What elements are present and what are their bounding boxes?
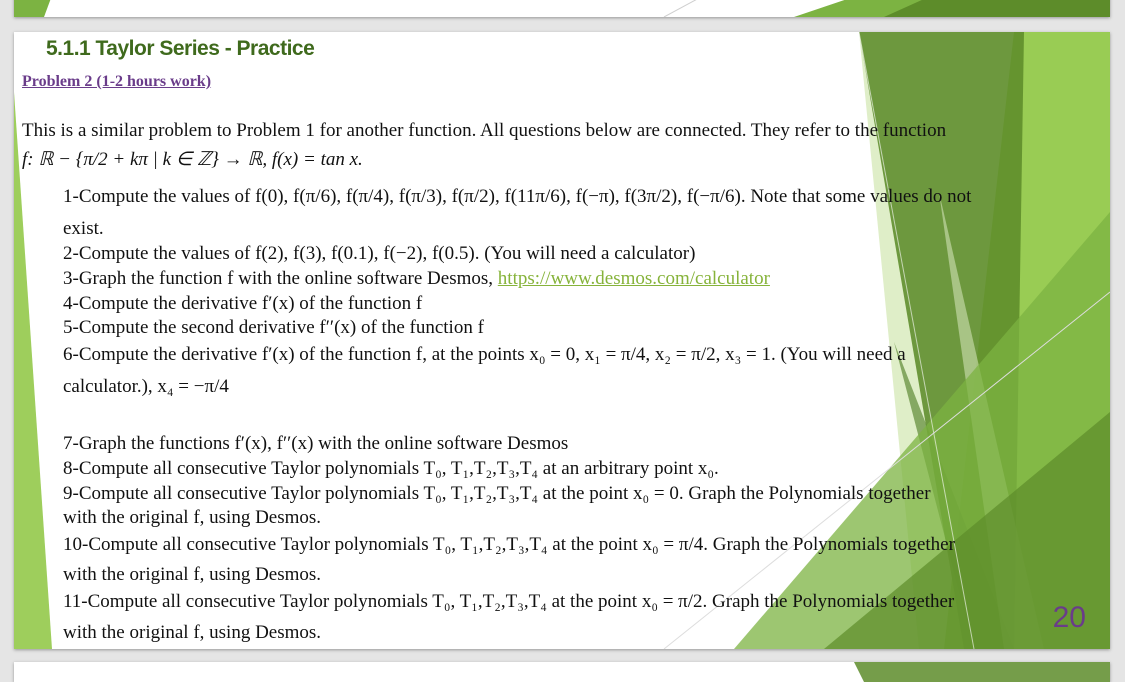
problem-subtitle: Problem 2 (1-2 hours work) bbox=[22, 73, 212, 90]
question-1-cont: exist. bbox=[63, 218, 104, 239]
current-slide[interactable] bbox=[14, 32, 1110, 649]
question-9: 9-Compute all consecutive Taylor polynomials T₀, T₁,T₂,T₃,T₄ at the point x₀ = 0. Graph the Polynomials together bbox=[63, 483, 931, 504]
question-1: 1-Compute the values of f(0), f(π/6), f(π/4), f(π/3), f(π/2), f(11π/6), f(−π), f(3π/2), f(−π/6). Note that some values do not bbox=[63, 186, 972, 207]
previous-slide[interactable] bbox=[14, 0, 1110, 17]
question-6-cont: calculator.), x₄ = −π/4 bbox=[63, 376, 229, 397]
slide-page-number: 20 bbox=[1052, 601, 1086, 634]
question-5: 5-Compute the second derivative f′′(x) of the function f bbox=[63, 317, 484, 338]
question-7: 7-Graph the functions f′(x), f′′(x) with the online software Desmos bbox=[63, 433, 569, 454]
intro-line-1: This is a similar problem to Problem 1 for another function. All questions below are connected. They refer to the function bbox=[22, 120, 947, 141]
slide-title: 5.1.1 Taylor Series - Practice bbox=[46, 37, 315, 60]
next-slide-decoration bbox=[14, 662, 1110, 682]
question-9-cont: with the original f, using Desmos. bbox=[63, 507, 322, 528]
desmos-link[interactable]: https://www.desmos.com/calculator bbox=[497, 268, 770, 289]
question-10-cont: with the original f, using Desmos. bbox=[63, 564, 322, 585]
question-3 bbox=[63, 268, 770, 290]
question-10: 10-Compute all consecutive Taylor polynomials T₀, T₁,T₂,T₃,T₄ at the point x₀ = π/4. Graph the Polynomials together bbox=[63, 534, 955, 555]
intro-line-2: f: ℝ − {π/2 + kπ | k ∈ ℤ} → ℝ, f(x) = tan x. bbox=[22, 149, 363, 170]
question-4: 4-Compute the derivative f′(x) of the function f bbox=[63, 293, 423, 314]
next-slide[interactable] bbox=[14, 662, 1110, 682]
previous-slide-decoration bbox=[14, 0, 1110, 17]
question-8: 8-Compute all consecutive Taylor polynomials T₀, T₁,T₂,T₃,T₄ at an arbitrary point x₀. bbox=[63, 458, 719, 479]
question-11: 11-Compute all consecutive Taylor polynomials T₀, T₁,T₂,T₃,T₄ at the point x₀ = π/2. Graph the Polynomials together bbox=[63, 591, 955, 612]
question-6: 6-Compute the derivative f′(x) of the function f, at the points x₀ = 0, x₁ = π/4, x₂ = π/2, x₃ = 1. (You will need a bbox=[63, 344, 906, 365]
question-11-cont: with the original f, using Desmos. bbox=[63, 622, 322, 643]
question-2: 2-Compute the values of f(2), f(3), f(0.1), f(−2), f(0.5). (You will need a calculator) bbox=[63, 243, 696, 264]
question-3-text: 3-Graph the function f with the online software Desmos, bbox=[63, 268, 498, 289]
